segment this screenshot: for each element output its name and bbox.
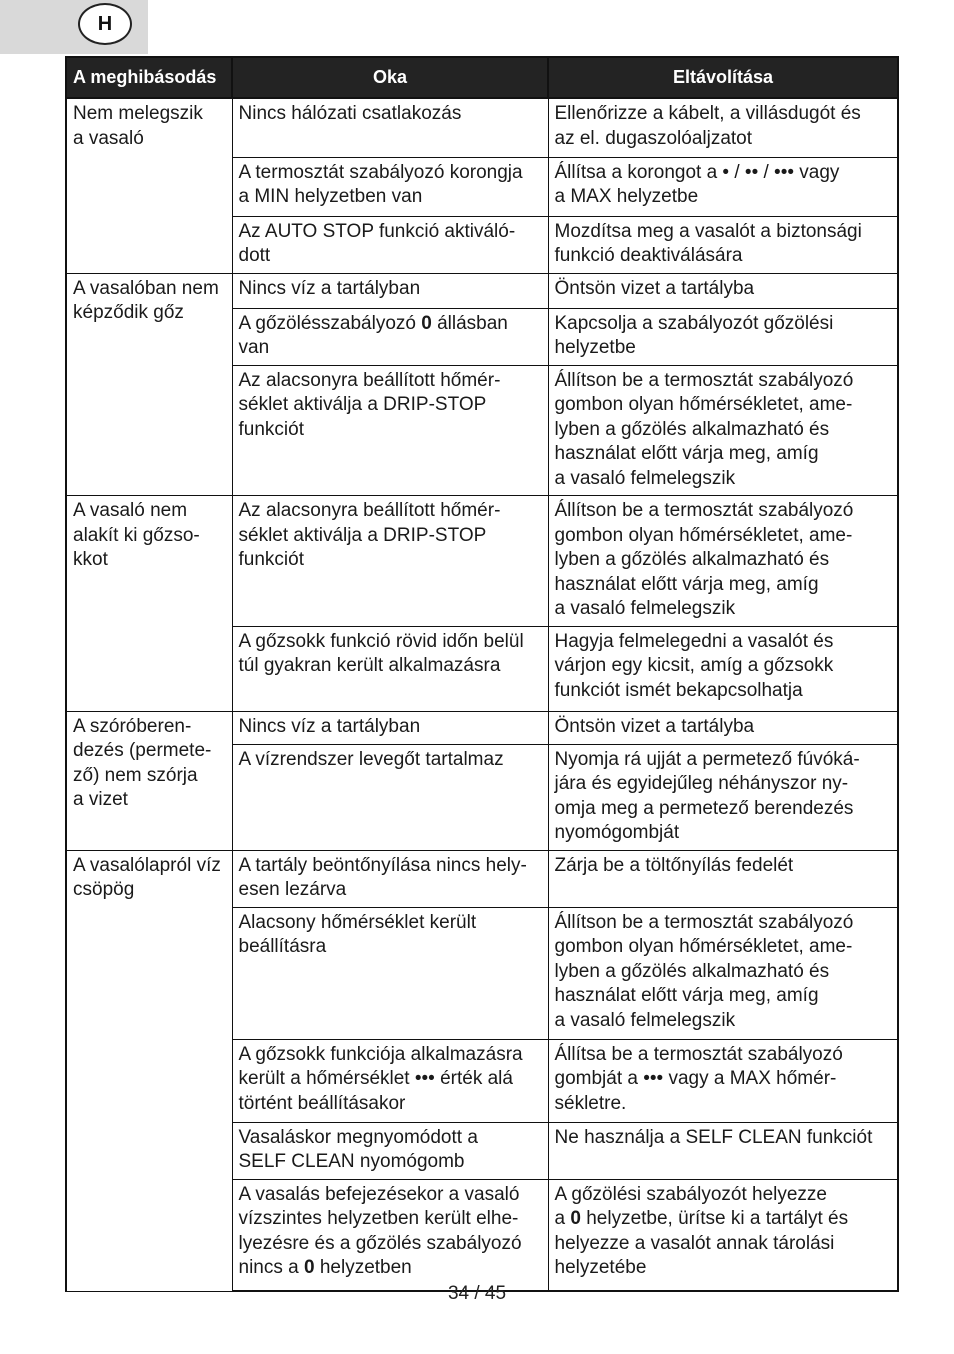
cause-cell: Vasaláskor megnyomódott a SELF CLEAN nyomógomb: [232, 1122, 548, 1179]
fix-cell: Hagyja felmelegedni a vasalót és várjon egy kicsit, amíg a gőzsokk funkciót ismét bekapcsolhatja: [548, 626, 898, 711]
problem-cell: A vasaló nem alakít ki gőzso- kkot: [66, 496, 232, 712]
fix-cell: Ellenőrizze a kábelt, a villásdugót és az el. dugaszolóaljzatot: [548, 98, 898, 157]
language-badge: H: [78, 3, 132, 45]
cause-cell: A vízrendszer levegőt tartalmaz: [232, 744, 548, 850]
table-row: [66, 98, 898, 157]
fix-cell: Mozdítsa meg a vasalót a biztonsági funkció deaktiválására: [548, 216, 898, 273]
column-header-fix: Eltávolítása: [548, 57, 898, 98]
fix-cell: Állítsa be a termosztát szabályozó gombját a ••• vagy a MAX hőmér- sékletre.: [548, 1039, 898, 1122]
cause-cell: Alacsony hőmérséklet került beállításra: [232, 907, 548, 1039]
fix-cell: Állítsa a korongot a • / •• / ••• vagy a MAX helyzetbe: [548, 157, 898, 216]
cause-cell: A vasalás befejezésekor a vasaló vízszintes helyzetben került elhe- lyezésre és a gőzölés szabályozó nincs a 0 helyzetben: [232, 1179, 548, 1291]
cause-cell: Az AUTO STOP funkció aktiváló- dott: [232, 216, 548, 273]
language-tab: [0, 0, 148, 54]
cause-cell: Nincs víz a tartályban: [232, 711, 548, 744]
problem-cell: Nem melegszik a vasaló: [66, 98, 232, 273]
fix-cell: Öntsön vizet a tartályba: [548, 711, 898, 744]
column-header-cause: Oka: [232, 57, 548, 98]
problem-cell: A szóróberen- dezés (permete- ző) nem szórja a vizet: [66, 711, 232, 850]
problem-cell: A vasalóban nem képződik gőz: [66, 273, 232, 496]
fix-cell: A gőzölési szabályozót helyezze a 0 helyzetbe, ürítse ki a tartályt és helyezze a vasalót annak tárolási helyzetébe: [548, 1179, 898, 1291]
cause-cell: Nincs hálózati csatlakozás: [232, 98, 548, 157]
fix-cell: Állítson be a termosztát szabályozó gombon olyan hőmérsékletet, ame- lyben a gőzölés alkalmazható és használat előtt várja meg, amíg a vasaló felmelegszik: [548, 496, 898, 627]
fix-cell: Kapcsolja a szabályozót gőzölési helyzetbe: [548, 308, 898, 365]
page-number: 34 / 45: [447, 1283, 507, 1304]
cause-cell: A tartály beöntőnyílása nincs hely- esen lezárva: [232, 850, 548, 907]
cause-cell: A termosztát szabályozó korongja a MIN helyzetben van: [232, 157, 548, 216]
cause-cell: A gőzsokk funkció rövid időn belül túl gyakran került alkalmazásra: [232, 626, 548, 711]
fix-cell: Állítson be a termosztát szabályozó gombon olyan hőmérsékletet, ame- lyben a gőzölés alkalmazható és használat előtt várja meg, amíg a vasaló felmelegszik: [548, 907, 898, 1039]
fix-cell: Öntsön vizet a tartályba: [548, 273, 898, 308]
cause-cell: Az alacsonyra beállított hőmér- séklet aktiválja a DRIP-STOP funkciót: [232, 365, 548, 496]
cause-cell: Nincs víz a tartályban: [232, 273, 548, 308]
problem-cell: A vasalólapról víz csöpög: [66, 850, 232, 1291]
fix-cell: Ne használja a SELF CLEAN funkciót: [548, 1122, 898, 1179]
table-row: [66, 273, 898, 308]
table-header-row: [66, 57, 898, 98]
table-row: [66, 496, 898, 627]
troubleshooting-table: [65, 56, 899, 1292]
cause-cell: Az alacsonyra beállított hőmér- séklet aktiválja a DRIP-STOP funkciót: [232, 496, 548, 627]
fix-cell: Nyomja rá ujját a permetező fúvóká- jára és egyidejűleg néhányszor ny- omja meg a permetező berendezés nyomógombját: [548, 744, 898, 850]
cause-cell: A gőzsokk funkciója alkalmazásra került a hőmérséklet ••• érték alá történt beállításakor: [232, 1039, 548, 1122]
column-header-problem: A meghibásodás: [66, 57, 232, 98]
fix-cell: Állítson be a termosztát szabályozó gombon olyan hőmérsékletet, ame- lyben a gőzölés alkalmazható és használat előtt várja meg, amíg a vasaló felmelegszik: [548, 365, 898, 496]
fix-cell: Zárja be a töltőnyílás fedelét: [548, 850, 898, 907]
table-row: [66, 850, 898, 907]
table-row: [66, 711, 898, 744]
cause-cell: A gőzölésszabályozó 0 állásban van: [232, 308, 548, 365]
